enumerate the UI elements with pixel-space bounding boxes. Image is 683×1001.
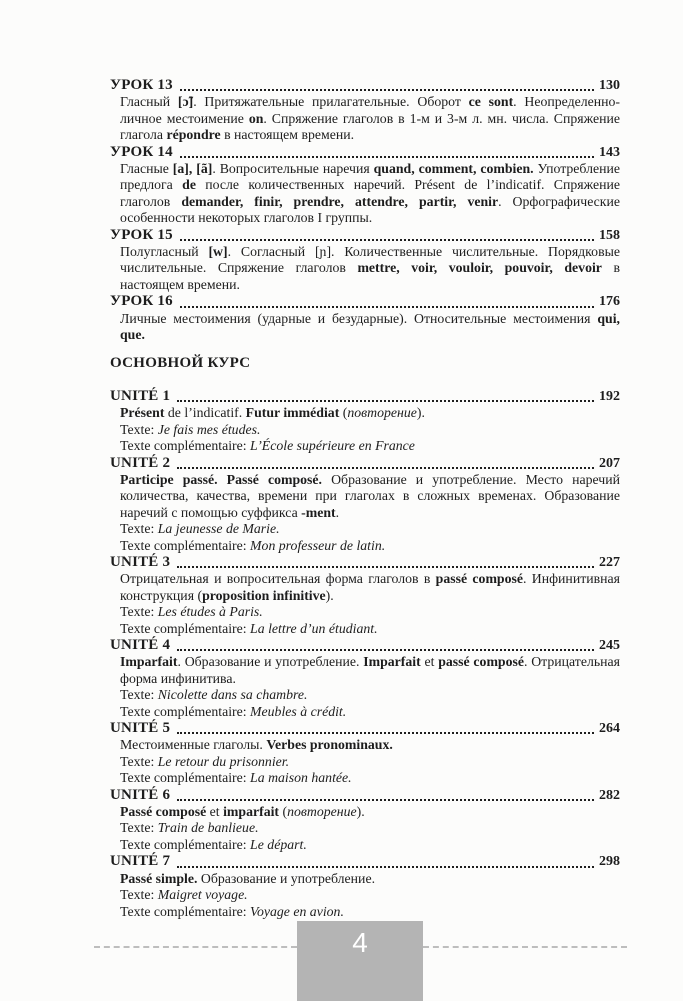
toc-entry-description [120,94,620,143]
text-run: Образование и употребление. Место наречий количества, качества, времени при глаголах в сложных временах. Образование наречий с помощью суффикса [120,471,620,520]
text-run: . Согласный [ɲ]. Количественные числительные. Порядковые числительные. Спряжение глаголов [120,244,620,276]
toc-entry-texte-line [120,621,620,637]
dot-leader [177,732,594,734]
toc-entry [110,144,620,227]
table-of-contents [110,77,620,920]
text-run: Texte: [120,421,158,437]
toc-entry-title-row [110,293,620,310]
toc-entry [110,455,620,554]
toc-entry-label: UNITÉ 5 [110,720,171,737]
toc-entry-texte-line [120,538,620,554]
text-run: quand, comment, combien. [373,161,534,177]
toc-entry [110,293,620,343]
text-run: proposition infinitive [202,587,326,603]
text-run: demander, finir, prendre, attendre, partir, venir [181,193,499,209]
section-heading: ОСНОВНОЙ КУРС [110,354,251,371]
text-run: Texte complémentaire: [120,537,251,553]
text-run: passé composé [435,571,523,587]
toc-entry-title-row [110,720,620,737]
toc-entry-page-number: 207 [599,455,620,471]
text-run: ( [279,804,288,820]
text-run: . [335,504,340,520]
text-run: ( [339,405,348,421]
text-run: Voyage en avion. [250,903,344,919]
text-run: Mon professeur de latin. [250,537,386,553]
toc-entry [110,853,620,920]
text-run: Présent [120,405,165,421]
text-run: . Образование и употребление. [177,654,364,670]
toc-entry [110,787,620,854]
toc-entry-label: UNITÉ 6 [110,786,171,803]
dot-leader [177,799,594,801]
text-run: повторение [347,405,417,421]
text-run: [ɔ̃] [177,94,194,110]
text-run: Train de banlieue. [157,820,259,836]
text-run: . Инфинитивная конструкция ( [120,571,620,603]
toc-entry-description [120,472,620,521]
text-run: Texte: [120,687,158,703]
text-run: de [182,177,196,193]
toc-entry-texte-line [120,604,620,620]
text-run: ). [416,405,425,421]
text-run: Texte: [120,521,158,537]
toc-entry-description [120,311,620,344]
text-run: Texte complémentaire: [120,836,251,852]
text-run: ce sont [468,94,514,110]
toc-entry-label: UNITÉ 3 [110,553,171,570]
text-run: Passé simple. [120,870,198,886]
dot-leader [180,156,594,158]
text-run: on [248,110,264,126]
text-run: Maigret voyage. [157,887,248,903]
text-run: Texte complémentaire: [120,703,251,719]
text-run: Les études à Paris. [157,604,263,620]
text-run: La maison hantée. [250,770,352,786]
toc-entry [110,720,620,787]
text-run: . Неопределенно-личное местоимение [120,94,620,126]
text-run: répondre [166,127,221,143]
toc-entry-page-number: 245 [599,638,620,653]
text-run: Гласный [120,94,178,110]
text-run: Отрицательная и вопросительная форма глаголов в [120,571,436,587]
toc-entry-title-row [110,144,620,161]
toc-entry-title-row [110,637,620,654]
toc-entry-label: УРОК 16 [110,293,173,310]
text-run: Texte complémentaire: [120,438,251,454]
toc-entry [110,77,620,144]
toc-entry-page-number: 143 [599,144,620,160]
toc-entry-texte-line [120,521,620,537]
toc-entry-page-number: 264 [599,721,620,737]
toc-entry [110,227,620,294]
dot-leader [180,239,594,241]
toc-entry-label: УРОК 13 [110,77,173,93]
toc-entry-description [120,804,620,820]
toc-entry-title-row [110,388,620,405]
toc-entry-texte-line [120,754,620,770]
toc-entry-title-row [110,77,620,94]
text-run: La lettre d’un étudiant. [250,620,378,636]
toc-entry-label: UNITÉ 1 [110,387,171,404]
text-run: imparfait [223,804,280,820]
text-run: L’École supérieure en France [250,438,415,454]
text-run: Participe passé. Passé composé. [120,471,322,487]
text-run: [w] [208,244,228,260]
text-run: в настоящем времени. [220,127,355,143]
toc-entry-title-row [110,227,620,244]
text-run: в настоящем времени. [120,260,620,292]
toc-entry-texte-line [120,438,620,454]
text-run: . Вопросительные наречия [212,161,374,177]
toc-entry-label: УРОК 14 [110,143,173,160]
dot-leader [180,89,594,91]
text-run: Le départ. [250,836,307,852]
text-run: Le retour du prisonnier. [157,753,290,769]
text-run: Imparfait [363,654,421,670]
toc-entry-title-row [110,853,620,870]
dot-leader [177,566,594,568]
toc-entry-page-number: 176 [599,294,620,310]
toc-entry [110,637,620,720]
text-run: Полугласный [120,244,209,260]
page-number-box [297,921,423,1001]
toc-entry-label: UNITÉ 7 [110,853,171,870]
toc-entry-page-number: 298 [599,854,620,870]
text-run: Meubles à crédit. [250,703,347,719]
text-run: mettre, voir, vouloir, pouvoir, devoir [357,260,602,276]
toc-entry-description [120,244,620,293]
toc-entry-page-number: 158 [599,227,620,243]
toc-entry-texte-line [120,904,620,920]
toc-entry-texte-line [120,770,620,786]
dot-leader [177,400,594,402]
text-run: et [206,804,224,820]
toc-entry-description [120,405,620,421]
text-run: Texte: [120,753,158,769]
toc-entry-title-row [110,554,620,571]
text-run: passé composé [438,654,524,670]
text-run: . Притяжательные прилагательные. Оборот [193,94,469,110]
toc-entry-page-number: 130 [599,78,620,93]
text-run: Texte complémentaire: [120,903,251,919]
text-run: Texte complémentaire: [120,620,251,636]
text-run: . Орфографические особенности некоторых глаголов I группы. [120,193,620,226]
text-run: Nicolette dans sa chambre. [157,687,308,703]
text-run: ). [325,587,334,603]
text-run: после количественных наречий. Présent de l’indicatif. Спряжение глаголов [120,177,621,209]
dot-leader [177,866,594,868]
text-run: qui, que. [120,310,620,343]
toc-entry-page-number: 227 [599,554,620,570]
text-run: Texte: [120,887,158,903]
text-run: Texte complémentaire: [120,770,251,786]
toc-entry [110,388,620,455]
toc-entry-texte-line [120,820,620,836]
text-run: Texte: [120,604,158,620]
text-run: Imparfait [120,654,178,670]
toc-entry-label: UNITÉ 4 [110,637,171,653]
toc-entry-label: UNITÉ 2 [110,454,171,471]
toc-entry-page-number: 192 [599,388,620,404]
toc-entry-texte-line [120,887,620,903]
toc-entry-description [120,571,620,604]
text-run: de l’indicatif. [164,405,246,421]
toc-entry [110,554,620,637]
toc-entry-description [120,737,620,753]
text-run: Гласные [120,161,173,177]
toc-entry-description [120,654,620,687]
toc-entry-page-number: 282 [599,787,620,803]
footer-dashed-rule-right [423,946,627,948]
dot-leader [177,649,594,651]
text-run: -ment [301,504,336,520]
toc-entry-texte-line [120,422,620,438]
text-run: Passé composé [120,804,207,820]
text-run: Je fais mes études. [157,421,261,437]
text-run: Местоименные глаголы. [120,737,267,753]
toc-entry-title-row [110,787,620,804]
toc-entry-texte-line [120,837,620,853]
text-run: Verbes pronominaux. [266,737,393,753]
toc-entry-texte-line [120,687,620,703]
toc-entry-title-row [110,455,620,472]
text-run: ). [356,804,365,820]
dot-leader [177,467,594,469]
text-run: et [420,654,439,670]
text-run: . Спряжение глаголов в 1-м и 3-м л. мн. числа. Спряжение глагола [120,110,620,143]
text-run: La jeunesse de Marie. [157,521,280,537]
text-run: повторение [287,804,357,820]
text-run: Texte: [120,820,158,836]
toc-entry-texte-line [120,704,620,720]
toc-entry-label: УРОК 15 [110,226,173,243]
text-run: Употребление предлога [120,161,620,193]
footer-dashed-rule-left [94,946,297,948]
toc-entry-description [120,161,620,227]
text-run: Личные местоимения (ударные и безударные). Относительные местоимения [120,310,598,326]
page-number: 4 [352,927,368,958]
text-run: Образование и употребление. [197,870,376,886]
dot-leader [180,306,594,308]
toc-entry-description [120,871,620,887]
text-run: [a], [ã] [172,161,213,177]
text-run: . Отрицательная форма инфинитива. [120,654,620,686]
text-run: Futur immédiat [245,405,340,421]
